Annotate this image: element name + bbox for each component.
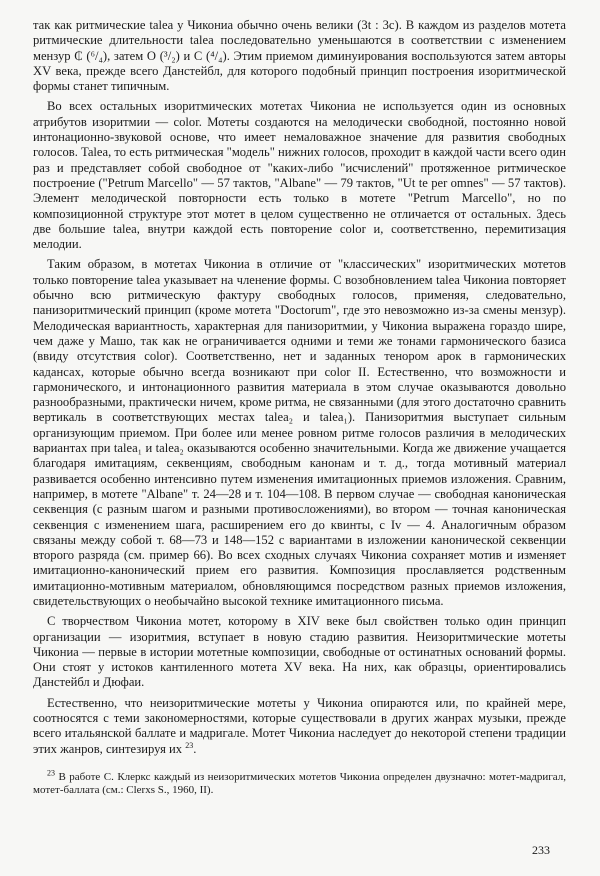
footnote xyxy=(33,768,566,798)
page-number: 233 xyxy=(532,843,550,857)
paragraph-2: Во всех остальных изоритмических мотетах Чикониа не используется один из основных атрибутов изоритмии — color. Мотеты создаются на мелодически свободной, постоянно новой интонационно-звуковой основе, что имеет немаловажное значение для развития свободных голосов. Talea, то есть ритмическая "модель" нижних голосов, проходит в каждой части всего один раз и представляет собой свободное от "каких-либо "исчислений" протяженное ритмическое построение ("Petrum Marcello" — 57 тактов, "Albane" — 79 тактов, "Ut te per omnes" — 57 тактов). Элемент мелодической повторности есть только в мотете "Petrum Marcello", но по композиционной структуре этот мотет в целом существенно не отличается от остальных. Здесь две большие talea, внутри каждой есть повторение color и, соответственно, перемитизация мелодии. xyxy=(33,99,566,252)
footnote-text: В работе С. Клеркс каждый из неизоритмических мотетов Чикониа определен двузначно: мотет-мадригал, мотет-баллата (см.: Clerxs S., 1960, II). xyxy=(33,770,566,797)
paragraph-3: Таким образом, в мотетах Чикониа в отличие от "классических" изоритмических мотетов только повторение talea указывает на членение формы. С возобновлением talea Чикониа повторяет обычно всю ритмическую фактуру свободных голосов, применяя, следовательно, панизоритмический принцип (кроме мотета "Doctorum", где это невозможно из-за смены мензур). Мелодическая вариантность, характерная для панизоритмии, у Чикониа выражена гораздо шире, чем даже у Машо, так как не ограничивается одними и теми же тонами гармонического базиса (ввиду отсутствия color). Соответственно, нет и заданных тенором арок в гармонических кадансах, которые обычно всегда возникают при color II. Естественно, что возможности и гармонического, и интонационного развития материала в этом случае оказываются довольно разнообразными, практически ничем, кроме ритма, не связанными (для этого достаточно сравнить вертикаль в соответствующих местах talea₂ и talea₁). Панизоритмия выступает сильным организующим приемом. При более или менее ровном ритме голосов различия в мелодических вариантах при talea₁ и talea₂ оказываются особенно значительными. Когда же движение учащается благодаря имитациям, секвенциям, свободным канонам и т. д., тогда мотивный материал развивается особенно интенсивно путем изменения имитационных приемов изложения. Сравним, например, в мотете "Albane" т. 24—28 и т. 104—108. В первом случае — свободная каноническая секвенция (с разным шагом и разными противосложениями), во втором — точная каноническая секвенция с изменением шага, расширением его до квинты, с Iv — 4. Аналогичным образом связаны между собой т. 68—73 и 148—152 с вариантами в изложении канонической секвенции второго разряда (см. пример 66). Во всех сходных случаях Чикониа сохраняет мотив и изменяет имитационно-канонический прием его развития. Композиция прославляется родственным имитационно-мотивным материалом, обновляющимся посредством разных приемов изложения, свидетельствующих о необычайно высокой технике имитационного письма. xyxy=(33,257,566,608)
footnote-reference[interactable]: 23 xyxy=(185,740,194,750)
paragraph-4: С творчеством Чикониа мотет, которому в XIV веке был свойствен только один принцип организации — изоритмия, вступает в новую стадию развития. Неизоритмические мотеты Чикониа — первые в истории мотетные композиции, свободные от остинатных оснований формы. Они стоят у истоков кантиленного мотета XV века. На них, как образцы, ориентировались Данстейбл и Дюфаи. xyxy=(33,614,566,690)
footnote-marker: 23 xyxy=(47,768,55,778)
paragraph-5: Естественно, что неизоритмические мотеты у Чикониа опираются или, по крайней мере, соотносятся с теми закономерностями, которые существовали в других жанрах музыки, прежде всего итальянской баллате и мадригале. Мотет Чикониа наследует до некоторой степени традиции этих жанров, синтезируя их $^{23}$. xyxy=(33,695,566,756)
page-body xyxy=(33,18,566,798)
paragraph-5-text: Естественно, что неизоритмические мотеты у Чикониа опираются или, по крайней мере, соотносятся с теми закономерностями, которые существовали в других жанрах музыки, прежде всего итальянской баллате и мадригале. Мотет Чикониа наследует до некоторой степени традиции этих жанров, синтезируя их xyxy=(33,695,566,756)
paragraph-1: так как ритмические talea у Чикониа обычно очень велики (3t : 3c). В каждом из разделов мотета ритмические длительности talea последовательно уменьшаются в соответствии с изменением мензур ₵ (⁶/₄), затем O (³/₂) и C (⁴/₄). Этим приемом диминуирования воспользуются затем авторы XV века, прежде всего Данстейбл, для которого подобный принцип построения изоритмической формы станет типичным. xyxy=(33,18,566,94)
